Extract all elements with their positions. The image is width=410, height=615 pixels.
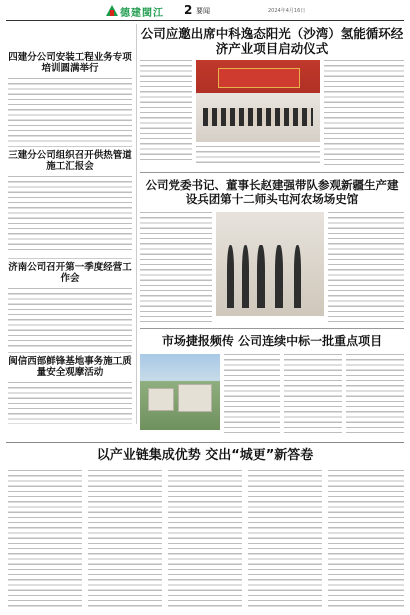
issue-date: 2024年4月16日 [268, 8, 306, 14]
visitor-figure [242, 245, 250, 307]
project-site-photo [140, 354, 220, 430]
article-body [8, 78, 132, 142]
article-body [248, 470, 322, 610]
article-body [8, 382, 132, 424]
headline-banner: 市场捷报频传 公司连续中标一批重点项目 [161, 334, 383, 348]
article-divider [8, 352, 132, 353]
article-body [168, 470, 242, 610]
article-body [284, 354, 342, 436]
article-body [224, 354, 280, 436]
article-body [328, 212, 404, 322]
masthead-rule [6, 20, 404, 21]
column-divider [136, 24, 137, 424]
article-body [324, 60, 404, 166]
article-body [196, 146, 320, 166]
section-divider [6, 442, 404, 443]
headline-bottom-main: 以产业链集成优势 交出“城更”新答卷 [96, 448, 314, 463]
headline-top-main: 公司应邀出席中科逸态阳光（沙湾）氢能循环经济产业项目启动仪式 [140, 26, 404, 56]
headline-left-4: 闽信西部鲜锋基地事务施工质量安全观摩活动 [8, 356, 132, 378]
visitor-figure [227, 245, 235, 307]
article-divider [140, 172, 404, 173]
article-body [8, 288, 132, 348]
logo-text: 德建閩江 [120, 8, 164, 19]
headline-left-3: 济南公司召开第一季度经营工作会 [8, 262, 132, 284]
headline-left-2: 三建分公司组织召开供热管道施工汇报会 [8, 150, 132, 172]
headline-middle-main: 公司党委书记、董事长赵建强带队参观新疆生产建设兵团第十二师头屯河农场场史馆 [145, 178, 399, 206]
headline-left-1: 四建分公司安装工程业务专项培训圆满举行 [8, 52, 132, 74]
visitor-figure [257, 245, 265, 307]
article-body [88, 470, 162, 610]
article-body [140, 60, 192, 162]
visitor-figure [294, 245, 302, 307]
building-block [148, 388, 174, 411]
article-divider [8, 258, 132, 259]
audience-row [203, 108, 312, 126]
section-name: 要闻 [196, 7, 210, 15]
stage-banner [218, 68, 299, 88]
article-divider [140, 328, 404, 329]
article-body [8, 176, 132, 254]
article-body [8, 470, 82, 610]
museum-visit-photo [216, 212, 324, 316]
article-body [140, 212, 212, 322]
ceremony-photo [196, 60, 320, 142]
logo [106, 4, 166, 18]
triangle-logo-icon [106, 5, 118, 16]
article-body [346, 354, 404, 436]
visitor-figure [275, 245, 283, 307]
article-body [328, 470, 404, 610]
article-divider [8, 146, 132, 147]
building-block [178, 384, 212, 412]
page-number: 2 [184, 3, 193, 17]
masthead [6, 3, 404, 21]
